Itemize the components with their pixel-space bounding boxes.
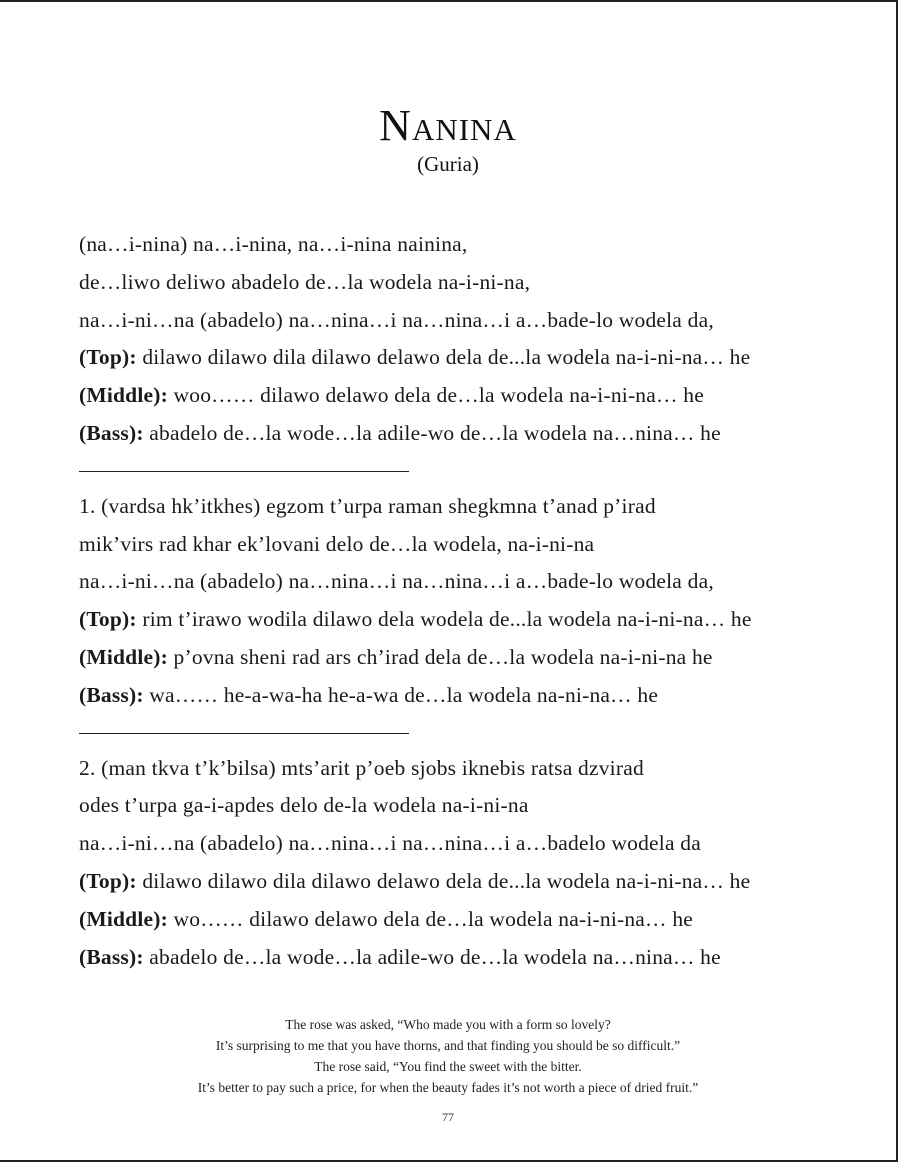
lyric-line [79,526,869,564]
section-divider [79,733,409,734]
poem-line: The rose said, “You find the sweet with the bitter. [314,1059,582,1074]
lyric-line [79,226,869,264]
lyric-text: p’ovna sheni rad ars ch’irad dela de…la wodela na-i-ni-na he [167,644,713,669]
lyric-text: dilawo dilawo dila dilawo delawo dela de...la wodela na-i-ni-na… he [136,345,751,370]
verse-1-stanza [79,488,869,715]
lyric-text: na…i-ni…na (abadelo) na…nina…i na…nina…i a…bade-lo wodela da, [79,307,714,332]
lyric-line [79,339,869,377]
lyric-text: wo…… dilawo delawo dela de…la wodela na-i-ni-na… he [167,906,694,931]
voice-part-label: (Top): [79,868,137,893]
lyric-text: rim t’irawo wodila dilawo dela wodela de...la wodela na-i-ni-na… he [136,607,752,632]
voice-part-label: (Top): [79,607,137,632]
lyric-text: abadelo de…la wode…la adile-wo de…la wodela na…nina… he [143,944,721,969]
lyric-line [79,750,869,788]
voice-part-label: (Top): [79,345,137,370]
lyric-line [79,415,869,453]
lyric-line [79,377,869,415]
lyric-line [79,677,869,715]
epigraph-poem [0,1014,896,1098]
page-number: 77 [442,1110,454,1124]
lyric-text: 1. (vardsa hk’itkhes) egzom t’urpa raman shegkmna t’anad p’irad [79,493,656,518]
voice-part-label: (Bass): [79,944,144,969]
song-subtitle: (Guria) [417,152,479,176]
lyric-line [79,488,869,526]
lyric-text: dilawo dilawo dila dilawo delawo dela de...la wodela na-i-ni-na… he [136,868,751,893]
lyrics [79,226,869,976]
lyric-line [79,302,869,340]
lyric-line [79,939,869,977]
lyric-line [79,264,869,302]
verse-2-stanza [79,750,869,977]
lyric-line [79,563,869,601]
lyric-line [79,863,869,901]
poem-line: It’s better to pay such a price, for when the beauty fades it’s not worth a piece of dried fruit.” [197,1080,699,1095]
lyric-line [79,639,869,677]
voice-part-label: (Middle): [79,383,168,408]
lyric-text: 2. (man tkva t’k’bilsa) mts’arit p’oeb sjobs iknebis ratsa dzvirad [79,755,644,780]
lyric-text: woo…… dilawo delawo dela de…la wodela na-i-ni-na… he [167,383,704,408]
poem-line: The rose was asked, “Who made you with a form so lovely? [285,1017,611,1032]
lyric-text: odes t’urpa ga-i-apdes delo de-la wodela na-i-ni-na [79,793,529,818]
lyric-text: (na…i-nina) na…i-nina, na…i-nina nainina, [79,232,468,256]
lyric-text: na…i-ni…na (abadelo) na…nina…i na…nina…i a…badelo wodela da [79,831,701,856]
voice-part-label: (Middle): [79,906,168,931]
section-divider [79,471,409,472]
voice-part-label: (Middle): [79,644,168,669]
lyric-text: de…liwo deliwo abadelo de…la wodela na-i-ni-na, [79,269,531,294]
lyric-text: mik’virs rad khar ek’lovani delo de…la wodela, na-i-ni-na [79,531,595,556]
lyric-line [79,825,869,863]
voice-part-label: (Bass): [79,420,144,445]
voice-part-label: (Bass): [79,682,144,707]
lyric-line [79,901,869,939]
lyric-line [79,787,869,825]
lyric-text: na…i-ni…na (abadelo) na…nina…i na…nina…i a…bade-lo wodela da, [79,569,714,594]
lyric-text: wa…… he-a-wa-ha he-a-wa de…la wodela na-ni-na… he [143,682,659,707]
refrain-stanza [79,226,869,453]
song-title: Nanina [379,101,517,150]
lyric-line [79,601,869,639]
poem-line: It’s surprising to me that you have thorns, and that finding you should be so difficult.” [215,1038,681,1053]
lyric-text: abadelo de…la wode…la adile-wo de…la wodela na…nina… he [143,420,721,445]
